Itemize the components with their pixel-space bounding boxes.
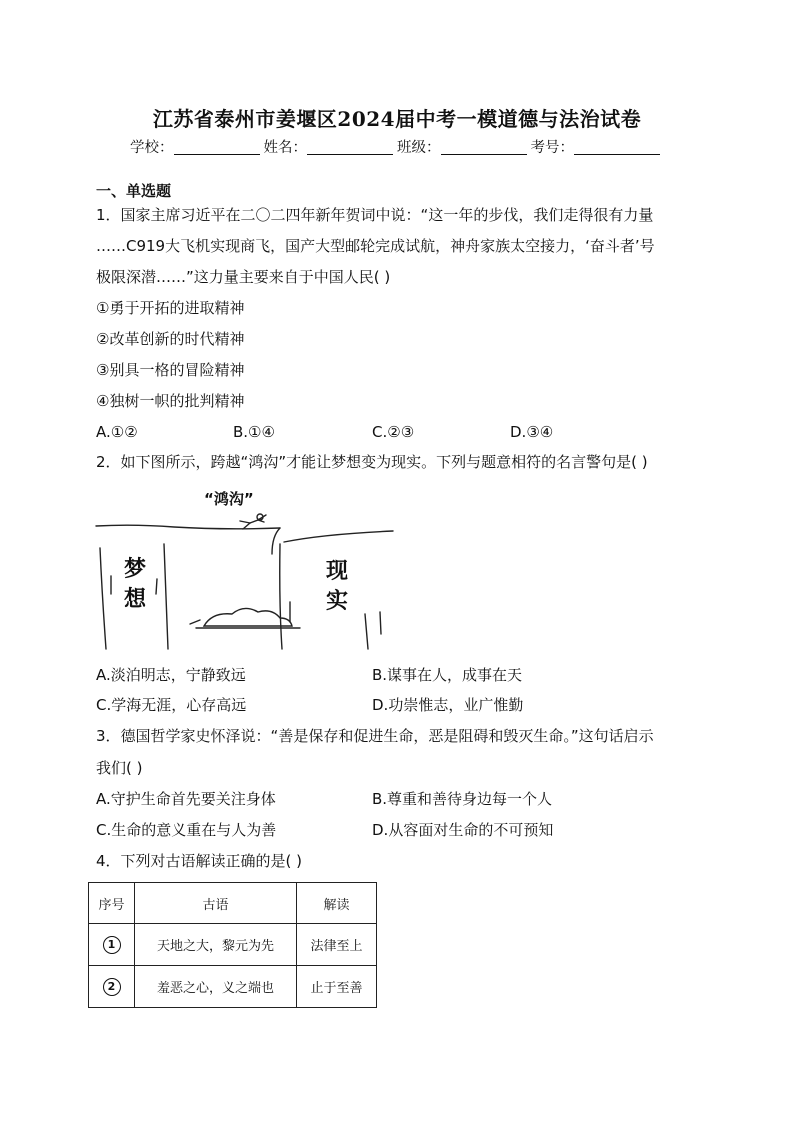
reality-label-2: 实 (326, 589, 349, 614)
q1-item-4: ④独树一帜的批判精神 (96, 392, 245, 410)
table-row (89, 966, 377, 1008)
q1-option-a[interactable]: A.①② (96, 423, 138, 441)
q1-option-b[interactable]: B.①④ (233, 423, 275, 441)
q3-line-2: 我们( ) (96, 759, 143, 777)
header-quote: 古语 (135, 883, 297, 924)
class-blank[interactable] (441, 140, 527, 155)
q1-option-d[interactable]: D.③④ (510, 423, 554, 441)
reality-label-1: 现 (326, 559, 349, 584)
q1-line-3: 极限深潜……”这力量主要来自于中国人民( ) (96, 268, 391, 286)
section-heading: 一、单选题 (96, 182, 172, 200)
q3-option-a[interactable]: A.守护生命首先要关注身体 (96, 790, 276, 808)
q2-stem: 2．如下图所示，跨越“鸿沟”才能让梦想变为现实。下列与题意相符的名言警句是( ) (96, 453, 648, 471)
name-blank[interactable] (307, 140, 393, 155)
gap-label: “鸿沟” (204, 490, 254, 508)
row-number-badge: 2 (103, 978, 121, 996)
q1-item-3: ③别具一格的冒险精神 (96, 361, 245, 379)
q1-line-2: ……C919大飞机实现商飞，国产大型邮轮完成试航，神舟家族太空接力，‘奋斗者’号 (96, 237, 655, 255)
row-reading: 止于至善 (297, 966, 377, 1008)
student-info-line (0, 136, 794, 157)
ancient-quotes-table (88, 882, 377, 1008)
q1-option-c[interactable]: C.②③ (372, 423, 415, 441)
table-row (89, 924, 377, 966)
row-number-cell (89, 924, 135, 966)
gap-illustration (94, 484, 399, 654)
q3-line-1: 3．德国哲学家史怀泽说：“善是保存和促进生命，恶是阻碍和毁灭生命。”这句话启示 (96, 727, 654, 745)
row-number-badge: 1 (103, 936, 121, 954)
q3-option-d[interactable]: D.从容面对生命的不可预知 (372, 821, 554, 839)
exam-title: 江苏省泰州市姜堰区2024届中考一模道德与法治试卷 (152, 107, 642, 131)
q3-option-c[interactable]: C.生命的意义重在与人为善 (96, 821, 277, 839)
q2-option-a[interactable]: A.淡泊明志，宁静致远 (96, 666, 246, 684)
q1-item-2: ②改革创新的时代精神 (96, 330, 245, 348)
name-label: 姓名： (263, 140, 307, 156)
class-label: 班级： (397, 140, 441, 156)
row-quote: 羞恶之心，义之端也 (135, 966, 297, 1008)
header-reading: 解读 (297, 883, 377, 924)
number-blank[interactable] (574, 140, 660, 155)
row-number-cell (89, 966, 135, 1008)
table-header-row (89, 883, 377, 924)
header-number: 序号 (89, 883, 135, 924)
school-blank[interactable] (174, 140, 260, 155)
q4-stem: 4．下列对古语解读正确的是( ) (96, 852, 303, 870)
q3-option-b[interactable]: B.尊重和善待身边每一个人 (372, 790, 553, 808)
q1-item-1: ①勇于开拓的进取精神 (96, 299, 245, 317)
q1-line-1: 1．国家主席习近平在二〇二四年新年贺词中说：“这一年的步伐，我们走得很有力量 (96, 206, 654, 224)
number-label: 考号： (530, 140, 574, 156)
dream-label-1: 梦 (124, 557, 147, 582)
row-quote: 天地之大，黎元为先 (135, 924, 297, 966)
school-label: 学校： (130, 140, 174, 156)
dream-label-2: 想 (124, 587, 147, 612)
q2-option-c[interactable]: C.学海无涯，心存高远 (96, 696, 247, 714)
row-reading: 法律至上 (297, 924, 377, 966)
q2-option-d[interactable]: D.功崇惟志，业广惟勤 (372, 696, 524, 714)
q2-option-b[interactable]: B.谋事在人，成事在天 (372, 666, 523, 684)
